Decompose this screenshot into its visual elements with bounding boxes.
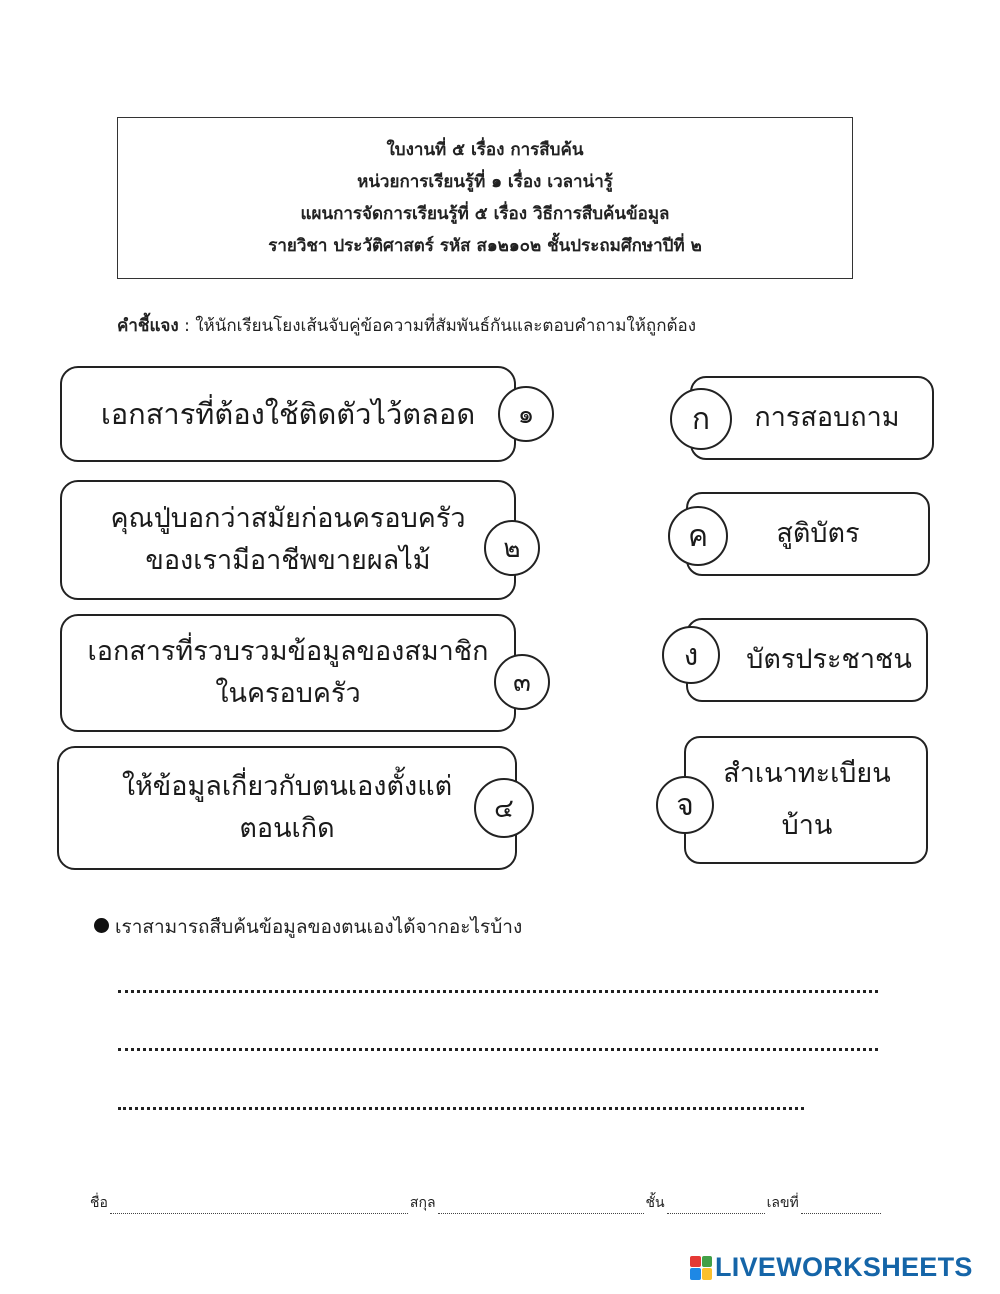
name-label: ชื่อ [90,1195,108,1211]
open-question-text: เราสามารถสืบค้นข้อมูลของตนเองได้จากอะไรบ้าง [115,916,523,938]
header-unit: หน่วยการเรียนรู้ที่ ๑ เรื่อง เวลาน่ารู้ [357,172,613,192]
match-point-kho[interactable] [668,506,728,566]
question-4-line2: ตอนเกิด [239,813,335,844]
bullet-icon [94,918,109,933]
question-box-4 [57,746,517,870]
name-field[interactable] [110,1199,408,1214]
answer-ngo-text: บัตรประชาชน [746,644,912,675]
match-point-1[interactable] [498,386,554,442]
logo-square-blue [690,1268,701,1280]
class-label: ชั้น [645,1195,665,1211]
header-plan: แผนการจัดการเรียนรู้ที่ ๕ เรื่อง วิธีการสืบค้นข้อมูล [300,204,670,224]
answer-ka-text: การสอบถาม [754,402,900,433]
question-4-number: ๔ [494,793,514,824]
instructions [117,312,696,339]
question-3-number: ๓ [513,667,531,698]
question-3-line2: ในครอบครัว [215,678,361,709]
match-point-ngo[interactable] [662,626,720,684]
answer-kho-letter: ค [687,518,709,554]
question-1-line1: เอกสารที่ต้องใช้ติดตัวไว้ตลอด [100,397,476,431]
match-point-2[interactable] [484,520,540,576]
class-field[interactable] [667,1199,765,1214]
answer-ngo-letter: ง [683,637,699,673]
answer-box-cho [684,736,928,864]
number-label: เลขที่ [766,1195,799,1211]
match-point-cho[interactable] [656,776,714,834]
question-2-line2: ของเรามีอาชีพขายผลไม้ [145,545,431,576]
header-title: ใบงานที่ ๕ เรื่อง การสืบค้น [386,140,584,160]
logo-square-yellow [702,1268,713,1280]
answer-kho-text: สูติบัตร [776,518,860,549]
logo-grid-icon [690,1256,712,1280]
answer-cho-letter: จ [676,787,694,823]
open-question [94,912,522,942]
question-1-number: ๑ [517,399,535,430]
logo-square-red [690,1256,701,1268]
answer-line-2[interactable] [118,1048,878,1051]
worksheet-header [117,117,853,279]
question-box-2 [60,480,516,600]
header-subject: รายวิชา ประวัติศาสตร์ รหัส ส๑๒๑๐๒ ชั้นประถมศึกษาปีที่ ๒ [268,236,702,256]
logo-square-green [702,1256,713,1268]
surname-label: สกุล [409,1195,436,1211]
question-box-3 [60,614,516,732]
answer-cho-line2: บ้าน [781,810,833,841]
match-point-4[interactable] [474,778,534,838]
surname-field[interactable] [438,1199,644,1214]
logo-text: LIVEWORKSHEETS [715,1252,973,1282]
number-field[interactable] [801,1199,881,1214]
question-3-line1: เอกสารที่รวบรวมข้อมูลของสมาชิก [87,636,489,667]
answer-ka-letter: ก [691,401,711,437]
answer-line-1[interactable] [118,990,878,993]
student-info-footer [90,1192,883,1214]
answer-cho-line1: สำเนาทะเบียน [723,758,891,789]
instructions-text: : ให้นักเรียนโยงเส้นจับคู่ข้อความที่สัมพันธ์กันและตอบคำถามให้ถูกต้อง [178,316,697,336]
match-point-3[interactable] [494,654,550,710]
answer-box-ngo [683,618,928,702]
question-box-1 [60,366,516,462]
question-2-line1: คุณปู่บอกว่าสมัยก่อนครอบครัว [110,503,466,534]
question-2-number: ๒ [503,533,521,564]
answer-line-3[interactable] [118,1107,804,1110]
instructions-label: คำชี้แจง [117,316,179,336]
question-4-line1: ให้ข้อมูลเกี่ยวกับตนเองตั้งแต่ [121,771,453,802]
liveworksheets-logo [690,1252,973,1283]
match-point-ka[interactable] [670,388,732,450]
